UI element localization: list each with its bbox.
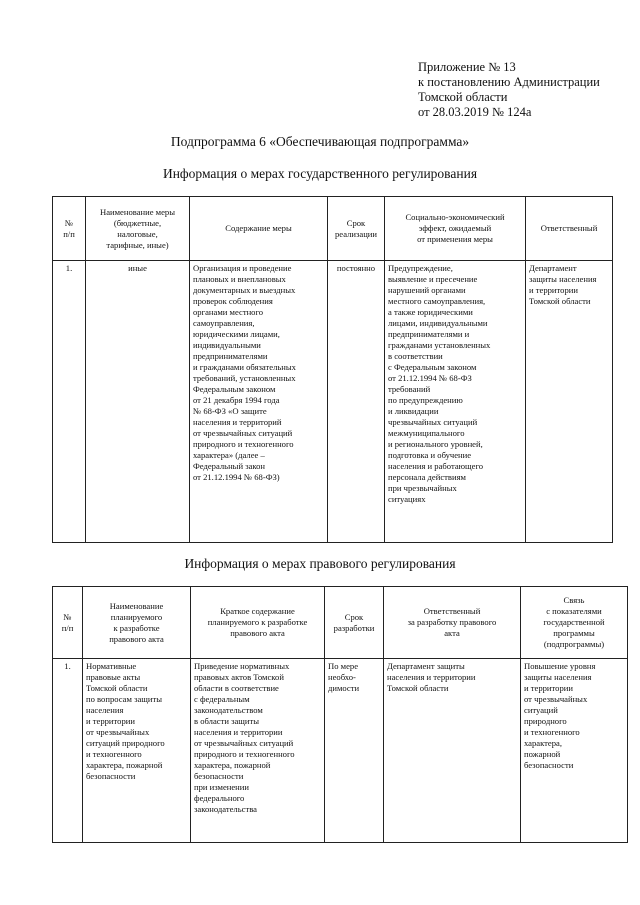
table-row (53, 261, 613, 543)
header-responsible: Ответственный за разработку правового акта (384, 587, 521, 659)
row-responsible: Департамент защиты населения и территории Томской области (526, 261, 613, 543)
row-responsible: Департамент защиты населения и территории Томской области (384, 659, 521, 843)
legal-regulation-title: Информация о мерах правового регулирования (184, 556, 456, 571)
appendix-block (418, 60, 600, 120)
row-measure-name: иные (86, 261, 190, 543)
table-header-row (53, 587, 628, 659)
header-act-summary: Краткое содержание планируемого к разработке правового акта (191, 587, 325, 659)
row-measure-content: Организация и проведение плановых и внеплановых документарных и выездных проверок соблюдения органами местного самоуправления, юридическими лицами, индивидуальными предпринимателями и гражданами обязательных требований, установленных Федеральным законом от 21 декабря 1994 года № 68-ФЗ «О защите населения и территорий от чрезвычайных ситуаций природного и техногенного характера» (далее – Федеральный закон от 21.12.1994 № 68-ФЗ) (190, 261, 328, 543)
state-regulation-table (52, 196, 613, 543)
header-responsible: Ответственный (526, 197, 613, 261)
table-row (53, 659, 628, 843)
table-header-row (53, 197, 613, 261)
header-term: Срок реализации (328, 197, 385, 261)
appendix-line-2: к постановлению Администрации (418, 75, 600, 89)
row-term: постоянно (328, 261, 385, 543)
row-num: 1. (53, 261, 86, 543)
header-act-name: Наименование планируемого к разработке правового акта (83, 587, 191, 659)
row-act-summary: Приведение нормативных правовых актов Томской области в соответствие с федеральным законодательством в области защиты населения и территории от чрезвычайных ситуаций природного и техногенного характера, пожарной безопасности при изменении федерального законодательства (191, 659, 325, 843)
row-act-name: Нормативные правовые акты Томской области по вопросам защиты населения и территории от чрезвычайных ситуаций природного и техногенного характера, пожарной безопасности (83, 659, 191, 843)
appendix-line-3: Томской области (418, 90, 508, 104)
row-indicator-link: Повышение уровня защиты населения и территории от чрезвычайных ситуаций природного и техногенного характера, пожарной безопасности (521, 659, 628, 843)
header-measure-name: Наименование меры (бюджетные, налоговые, тарифные, иные) (86, 197, 190, 261)
header-indicator-link: Связь с показателями государственной программы (подпрограммы) (521, 587, 628, 659)
header-num: № п/п (53, 197, 86, 261)
header-num: № п/п (53, 587, 83, 659)
appendix-line-1: Приложение № 13 (418, 60, 516, 74)
header-effect: Социально-экономический эффект, ожидаемый от применения меры (385, 197, 526, 261)
header-measure-content: Содержание меры (190, 197, 328, 261)
row-effect: Предупреждение, выявление и пресечение нарушений органами местного самоуправления, а также юридическими лицами, индивидуальными предпринимателями и гражданами установленных в соответствии с Федеральным законом от 21.12.1994 № 68-ФЗ требований по предупреждению и ликвидации чрезвычайных ситуаций межмуниципального и регионального уровней, подготовка и обучение населения и работающего персонала действиям при чрезвычайных ситуациях (385, 261, 526, 543)
row-num: 1. (53, 659, 83, 843)
legal-regulation-table (52, 586, 628, 843)
subprogram-title: Подпрограмма 6 «Обеспечивающая подпрограмма» (170, 134, 470, 149)
appendix-line-4: от 28.03.2019 № 124а (418, 105, 532, 119)
state-regulation-title: Информация о мерах государственного регулирования (162, 166, 478, 181)
row-development-term: По мере необхо- димости (325, 659, 384, 843)
header-development-term: Срок разработки (325, 587, 384, 659)
